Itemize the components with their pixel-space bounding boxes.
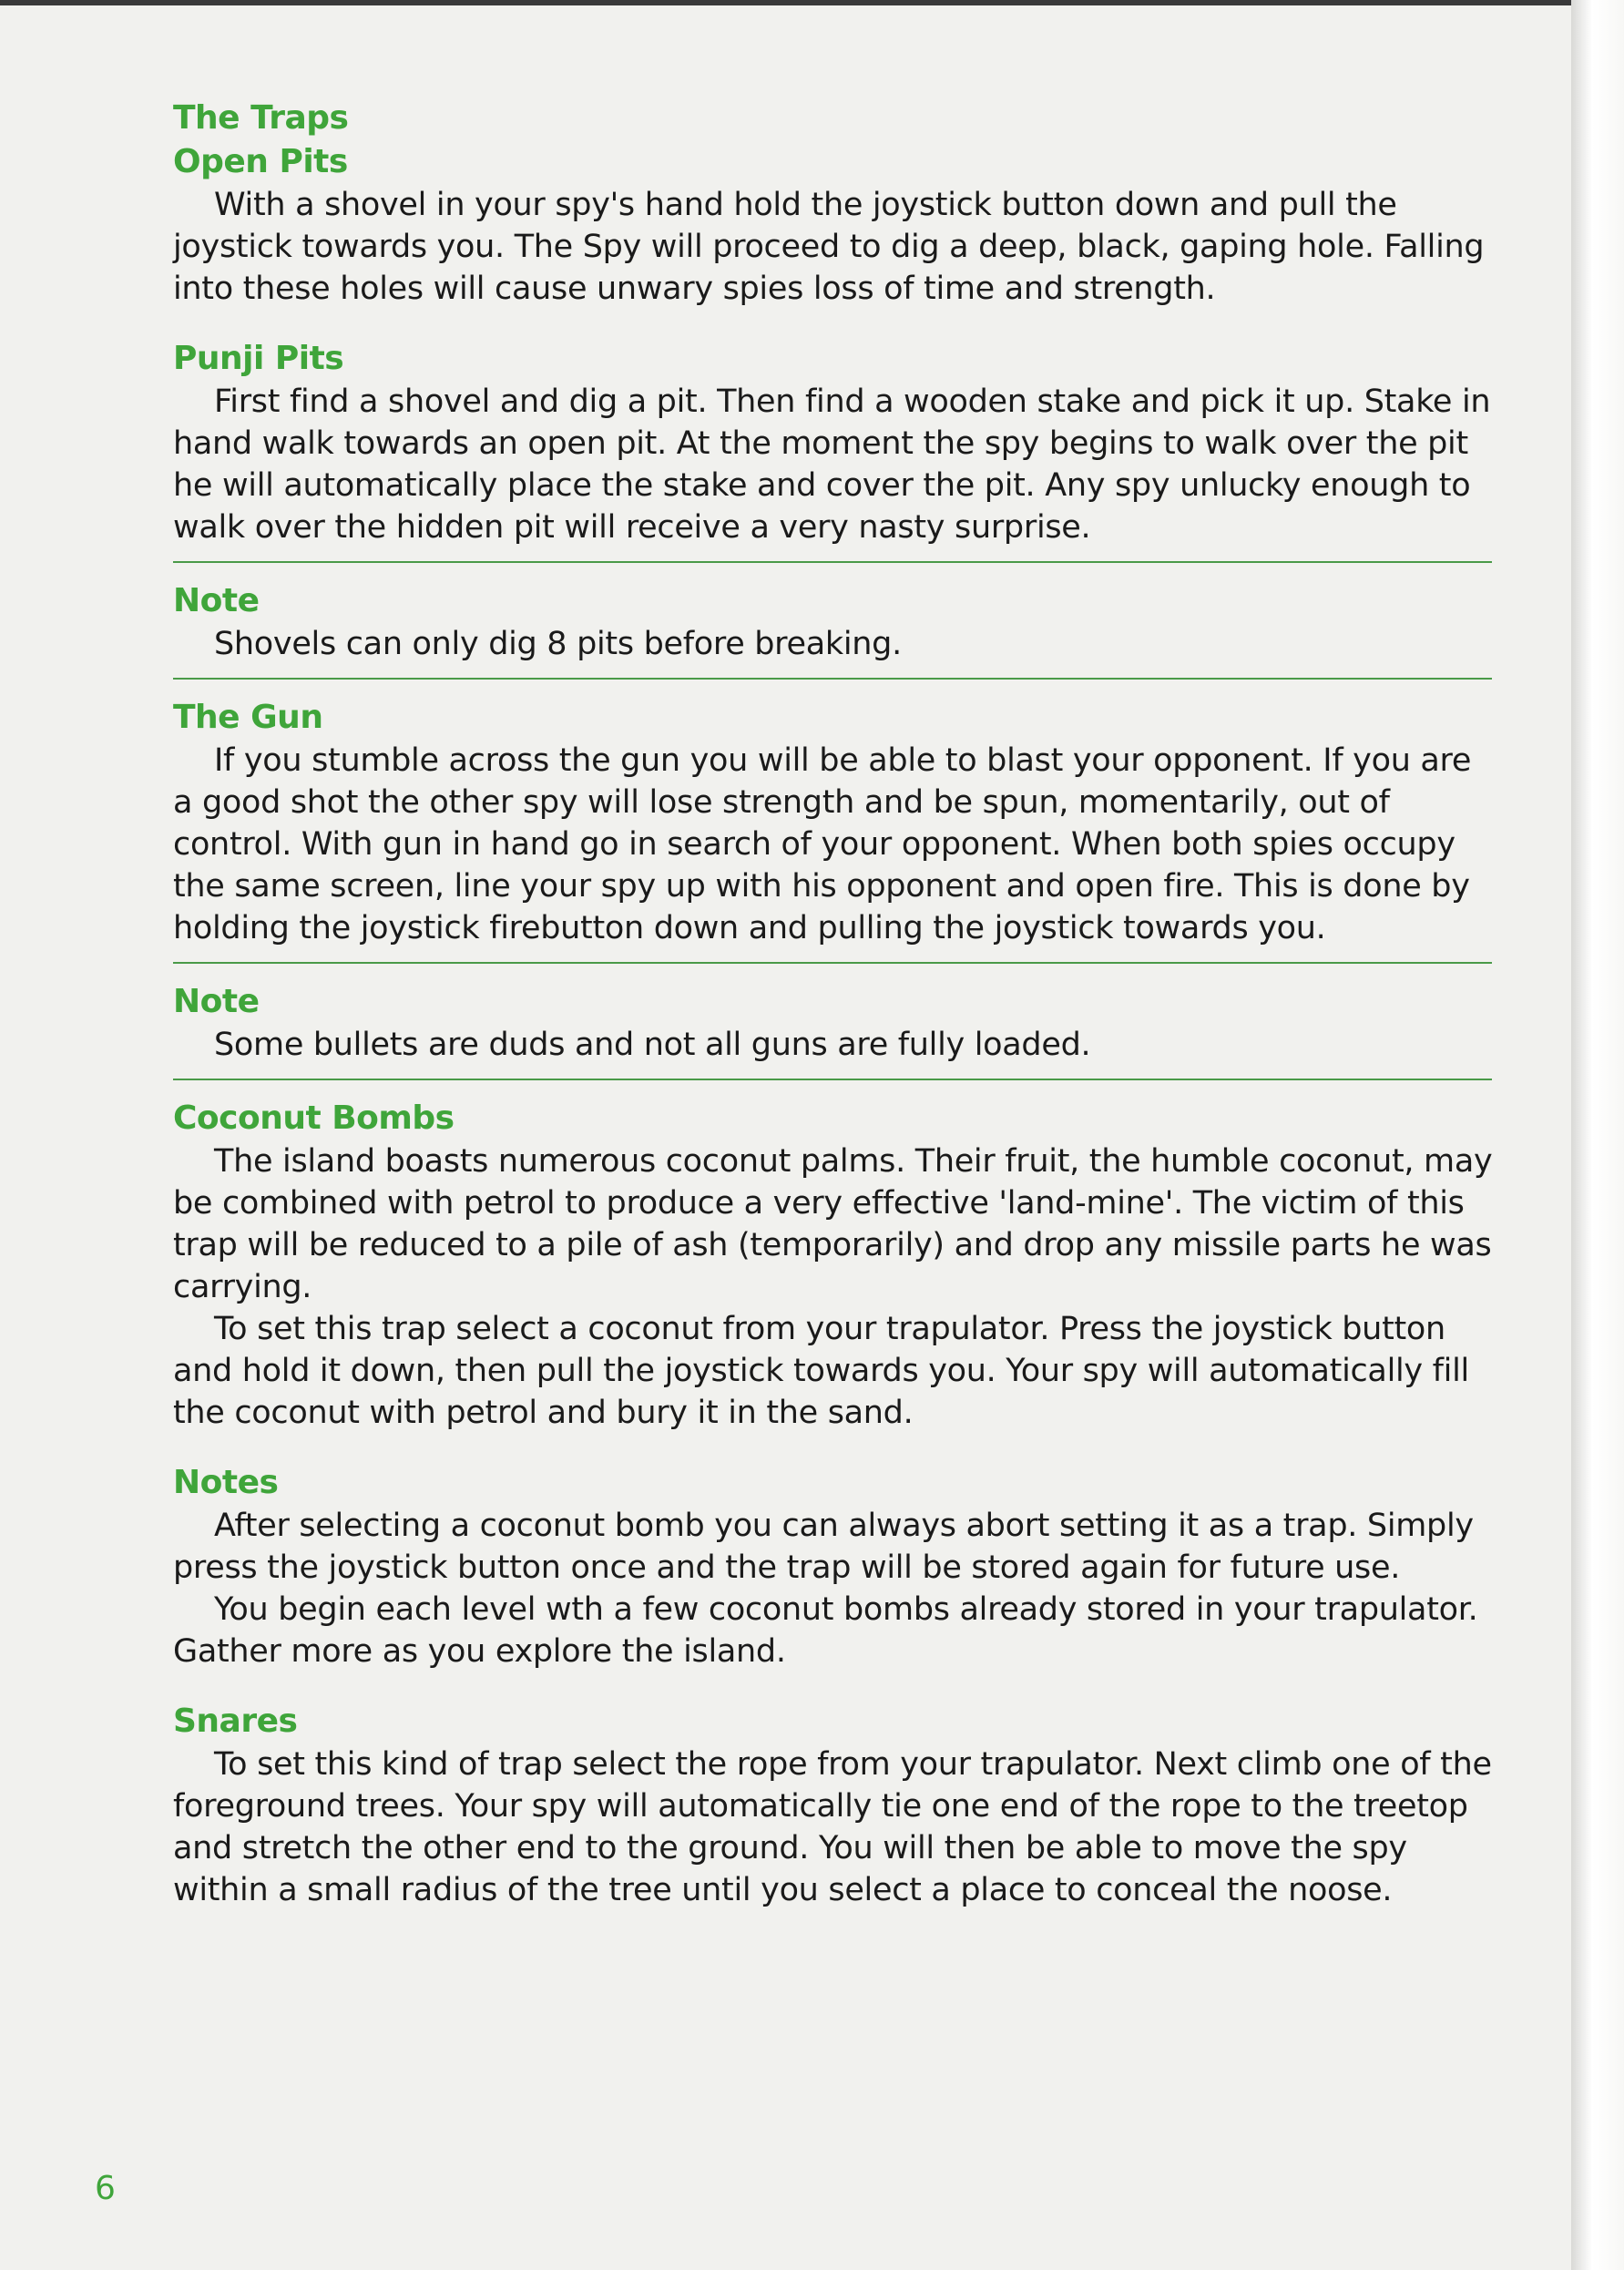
section-open-pits bbox=[173, 97, 1494, 310]
divider-rule bbox=[173, 678, 1492, 680]
paragraph-the-gun: If you stumble across the gun you will be able to blast your opponent. If you are a good shot the other spy will lose strength and be spun, momentarily, out of control. With gun in hand go in search of your opponent. When both spies occupy the same screen, line your spy up with his opponent and open fire. This is done by holding the joystick firebutton down and pulling the joystick towards you. bbox=[173, 742, 1472, 946]
section-heading-snares: Snares bbox=[173, 1702, 298, 1740]
section-heading-coconut-bombs: Coconut Bombs bbox=[173, 1099, 455, 1137]
paragraph-notes-1: After selecting a coconut bomb you can always abort setting it as a trap. Simply press the joystick button once and the trap will be stored again for future use. bbox=[173, 1508, 1474, 1586]
section-the-gun bbox=[173, 696, 1494, 949]
divider-rule bbox=[173, 962, 1492, 964]
page-edge-shadow bbox=[1571, 0, 1624, 2270]
section-heading-note: Note bbox=[173, 582, 260, 619]
paragraph-coconut-bombs-1: The island boasts numerous coconut palms. Their fruit, the humble coconut, may be combined with petrol to produce a very effective 'land-mine'. The victim of this trap will be reduced to a pile of ash (temporarily) and drop any missile parts he was carrying. bbox=[173, 1143, 1493, 1305]
section-heading-the-gun: The Gun bbox=[173, 699, 323, 736]
divider-rule bbox=[173, 1079, 1492, 1080]
section-punji-pits bbox=[173, 337, 1494, 548]
paragraph-coconut-bombs-2: To set this trap select a coconut from your trapulator. Press the joystick button and hold it down, then pull the joystick towards you. Your spy will automatically fill the coconut with petrol and bury it in the sand. bbox=[173, 1311, 1469, 1431]
section-heading-open-pits: Open Pits bbox=[173, 143, 348, 180]
paragraph-open-pits: With a shovel in your spy's hand hold the joystick button down and pull the joystick towards you. The Spy will proceed to dig a deep, black, gaping hole. Falling into these holes will cause unwary spies loss of time and strength. bbox=[173, 187, 1485, 307]
section-heading-notes: Notes bbox=[173, 1464, 279, 1501]
paragraph-punji-pits: First find a shovel and dig a pit. Then find a wooden stake and pick it up. Stake in hand walk towards an open pit. At the moment the spy begins to walk over the pit he will automatically place the stake and cover the pit. Any spy unlucky enough to walk over the hidden pit will receive a very nasty surprise. bbox=[173, 383, 1491, 546]
section-heading-punji-pits: Punji Pits bbox=[173, 340, 344, 377]
section-heading-note: Note bbox=[173, 983, 260, 1020]
section-note-bullets bbox=[173, 980, 1494, 1066]
paragraph-notes-2: You begin each level wth a few coconut bombs already stored in your trapulator. Gather more as you explore the island. bbox=[173, 1591, 1478, 1670]
section-snares bbox=[173, 1700, 1494, 1911]
paragraph-note-bullets: Some bullets are duds and not all guns are fully loaded. bbox=[214, 1027, 1091, 1063]
paragraph-note-shovels: Shovels can only dig 8 pits before breaking. bbox=[214, 626, 902, 662]
section-notes bbox=[173, 1461, 1494, 1672]
section-note-shovels bbox=[173, 579, 1494, 665]
section-coconut-bombs bbox=[173, 1097, 1494, 1434]
page-content bbox=[173, 97, 1494, 1938]
page-number: 6 bbox=[95, 2170, 116, 2207]
section-title-the-traps: The Traps bbox=[173, 99, 349, 137]
divider-rule bbox=[173, 561, 1492, 563]
paragraph-snares: To set this kind of trap select the rope from your trapulator. Next climb one of the foreground trees. Your spy will automatically tie one end of the rope to the treetop and stretch the other end to the ground. You will then be able to move the spy within a small radius of the tree until you select a place to conceal the noose. bbox=[173, 1746, 1492, 1908]
